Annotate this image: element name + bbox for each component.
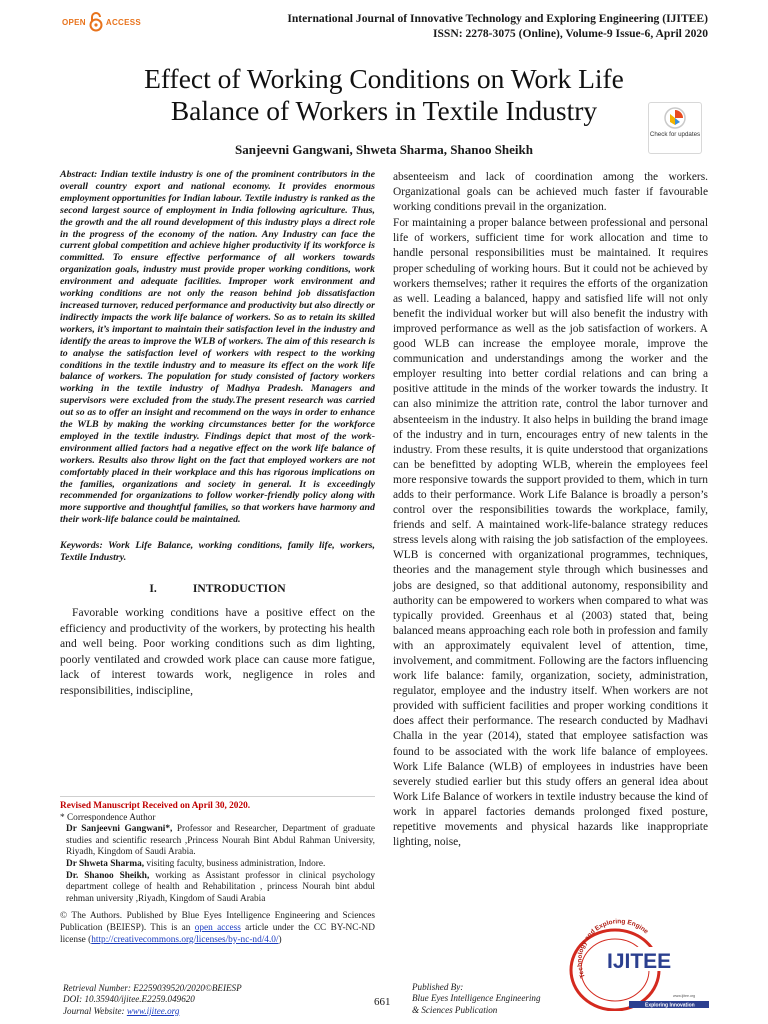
author-2-name: Dr Shweta Sharma, bbox=[66, 858, 145, 869]
left-column bbox=[60, 169, 375, 698]
license-url-link[interactable]: http://creativecommons.org/licenses/by-nc-nd/4.0/ bbox=[91, 934, 279, 945]
author-1-details: Professor and Researcher, Department of graduate studies and scientific research ,Princess Nourah Bint Abdul Rahman University, Riyadh, Kingdom of Saudi Arabia. bbox=[66, 824, 375, 858]
ijitee-logo-text: IJITEE bbox=[607, 950, 672, 973]
license-suffix: ) bbox=[278, 934, 282, 945]
author-1-name: Dr Sanjeevni Gangwani*, bbox=[66, 824, 173, 835]
journal-issn: ISSN: 2278-3075 (Online), Volume-9 Issue-6, April 2020 bbox=[432, 27, 708, 40]
paper-title-line-1: Effect of Working Conditions on Work Life bbox=[144, 63, 624, 94]
abstract: Abstract: Indian textile industry is one of the prominent contributors in the overall country export and national economy. It provides enormous employment opportunities for Indian labour. Textile industry is ranked as the second largest source of employment in India following agriculture. Thus, the growth and the all round development of this industry plays a direct role in the progress of the economy of the nation. Any Industry can face the current global competition and achieve higher productivity if its workforce is committed. To ensure effective performance of all workers towards organization goals, industry must provide proper working conditions, work environment and adequate facilities. Improper work environment and working conditions are not only the reason behind job dissatisfaction increased turnover, reduced performance and productivity but also directly or indirectly impacts the work life balance of workers. So as to retain its skilled workers, it’s important to maintain their satisfaction level in the industry and identify the areas to improve the WLB of workers. The aim of this research is to analyse the satisfaction level of workers with respect to the working conditions in the textile industry and to measure its effect on the work life balance of workers. The population for study consisted of factory workers working in the textile industry of Madhya Pradesh. Managers and supervisors were excluded from the study.The present research was carried out so as to offer an insight and recommend on the ways in order to enhance the WLB by making the working circumstances better for the workforce employed in the textile industry. Findings depict that most of the work-environment allied factors had a negative effect on the work life balance of workers. Results also throw light on the fact that employed workers are not comfortably placed in their workplace and this has rigorous implications on the families, organizations and society in general. It is exceedingly recommended for organizations to follow worker-friendly policy along with more supportive and thoughtful families, so that workers have harmony and their work-life balance could be maintained. bbox=[60, 169, 375, 526]
journal-website bbox=[63, 1006, 242, 1017]
paper-title-line-2: Balance of Workers in Textile Industry bbox=[170, 95, 598, 126]
journal-name: International Journal of Innovative Technology and Exploring Engineering (IJITEE) bbox=[287, 12, 708, 25]
author-2-details: visiting faculty, business administration, Indore. bbox=[144, 858, 326, 869]
license-middle: article under the CC BY-NC-ND license ( bbox=[60, 922, 375, 945]
intro-paragraph: Favorable working conditions have a positive effect on the efficiency and productivity of the workers, by protecting his health and well being. Poor working conditions such as dim lighting, poorly ventilated and crowded work place can cause more fatigue, lack of interest towards work, negligence in roles and responsibilities, indiscipline, bbox=[60, 606, 375, 697]
check-for-updates-icon bbox=[664, 107, 686, 129]
body-paragraph: absenteeism and lack of coordination among the workers. Organizational goals can be achieved much faster if favourable working conditions prevail in the organization. bbox=[393, 171, 708, 214]
correspondence-note: * Correspondence Author bbox=[60, 812, 156, 823]
author-3-name: Dr. Shanoo Sheikh, bbox=[66, 870, 150, 881]
ijitee-logo-bottom-text: Exploring Innovation bbox=[645, 1002, 695, 1009]
section-heading-introduction bbox=[60, 582, 375, 595]
publisher-line-2: & Sciences Publication bbox=[412, 1004, 498, 1015]
license-note bbox=[60, 911, 375, 946]
open-access-logo-left: OPEN bbox=[62, 17, 86, 27]
check-for-updates-label: Check for updates bbox=[649, 131, 701, 138]
author-2-note bbox=[60, 859, 375, 871]
ijitee-logo bbox=[565, 915, 715, 1011]
section-title: INTRODUCTION bbox=[192, 582, 286, 595]
ijitee-logo-url: www.ijitee.org bbox=[673, 994, 696, 998]
open-access-logo-right: ACCESS bbox=[105, 17, 142, 27]
section-number: I. bbox=[149, 582, 157, 595]
open-access-logo bbox=[62, 12, 141, 32]
retrieval-number: Retrieval Number: E2259039520/2020©BEIESP bbox=[63, 983, 242, 993]
journal-website-link[interactable]: www.ijitee.org bbox=[126, 1005, 180, 1016]
open-lock-icon bbox=[89, 12, 103, 32]
author-1-note bbox=[60, 824, 375, 859]
received-date: Revised Manuscript Received on April 30, 2020. bbox=[60, 801, 251, 811]
journal-website-label: Journal Website: bbox=[63, 1005, 127, 1016]
right-column bbox=[393, 170, 708, 850]
footer-publisher bbox=[412, 982, 541, 1016]
author-list: Sanjeevni Gangwani, Shweta Sharma, Shanoo Sheikh bbox=[235, 142, 533, 157]
license-prefix: © The Authors. Published by Blue Eyes Intelligence Engineering and Sciences Publication (BEIESP). This is an bbox=[60, 911, 375, 933]
open-access-link[interactable]: open access bbox=[194, 922, 241, 933]
ijitee-logo-arc-textpath: Technology and Exploring Engine bbox=[576, 918, 650, 979]
page-number: 661 bbox=[374, 996, 391, 1008]
published-by-label: Published By: bbox=[412, 982, 464, 992]
keywords: Keywords: Work Life Balance, working conditions, family life, workers, Textile Industry. bbox=[60, 540, 375, 564]
doi: DOI: 10.35940/ijitee.E2259.049620 bbox=[63, 994, 195, 1005]
publisher-line-1: Blue Eyes Intelligence Engineering bbox=[412, 993, 541, 1004]
paper-title bbox=[60, 63, 708, 127]
journal-header bbox=[287, 11, 708, 41]
author-3-details: working as Assistant professor in clinical psychology department college of health and Rehabilitation , princess Nourah bint abdul rehman university ,Riyadh, Kingdom of Saudi Arabia bbox=[66, 870, 375, 904]
manuscript-notes bbox=[60, 796, 375, 946]
footer-citation bbox=[63, 983, 242, 1017]
author-3-note bbox=[60, 871, 375, 906]
body-paragraph: For maintaining a proper balance between professional and personal life of workers, sufficient time for work allocation and time to handle personal responsibilities must be maintained. It requires proper scheduling of working hours. But it could not be achieved by workers themselves; rather it requires the efforts of the organization as well. Leading a balanced, happy and satisfied life will not only benefit the individual worker but will also benefit the industry with improved performance as well as the job satisfaction of workers. A good WLB can increase the employee morale, improve the communication and understandings among the worker and the employer resulting into better cordial relations and can bring a positive attitude in the minds of the worker towards the industry. It can also minimize the attrition rate, control the labor turnover and absenteeism in the industry. It also helps in building the brand image of the industry and in turn, encourages entry of new talents in the industry. From these results, it is quite understood that organizations can be benefitted by adopting WLB, wherein the employees feel more responsive towards the support provided to them, which in turn adds to their performance. Work Life Balance is broadly a person’s control over the responsibilities towards the workplace, family, friends and self. A maintained work-life-balance strategy reduces stress levels along with raising the job satisfaction of the employees. WLB is concerned with organizational programmes, techniques, theories and the management style through which businesses and jobs are designed, so that additional autonomy, responsibility and authority can be empowered to workers when compared to what was typically provided. Greenhaus et al (2003) stated that, being balanced means approaching each role both in profession and family with an approximately equivalent level of attention, time, involvement, and commitment. Following are the factors influencing work life balance: family, organization, society, administration, regulator, employee and the industry itself. When workers are not provided with sufficient facilities and proper working conditions it does affect their performance. The research conducted by Madhavi Challa in the year (2014), stated that employee satisfaction was found to be associated with the work life balance of employees. Work Life Balance (WLB) of employees in industries have been severely studied earlier but this study offers an general idea about Work Life Balance of workers in textile industry because the kind of work in apparel factories demands prolonged fixed posture, repetitive movements and physical hazards like inappropriate lighting, noise, bbox=[393, 217, 708, 849]
